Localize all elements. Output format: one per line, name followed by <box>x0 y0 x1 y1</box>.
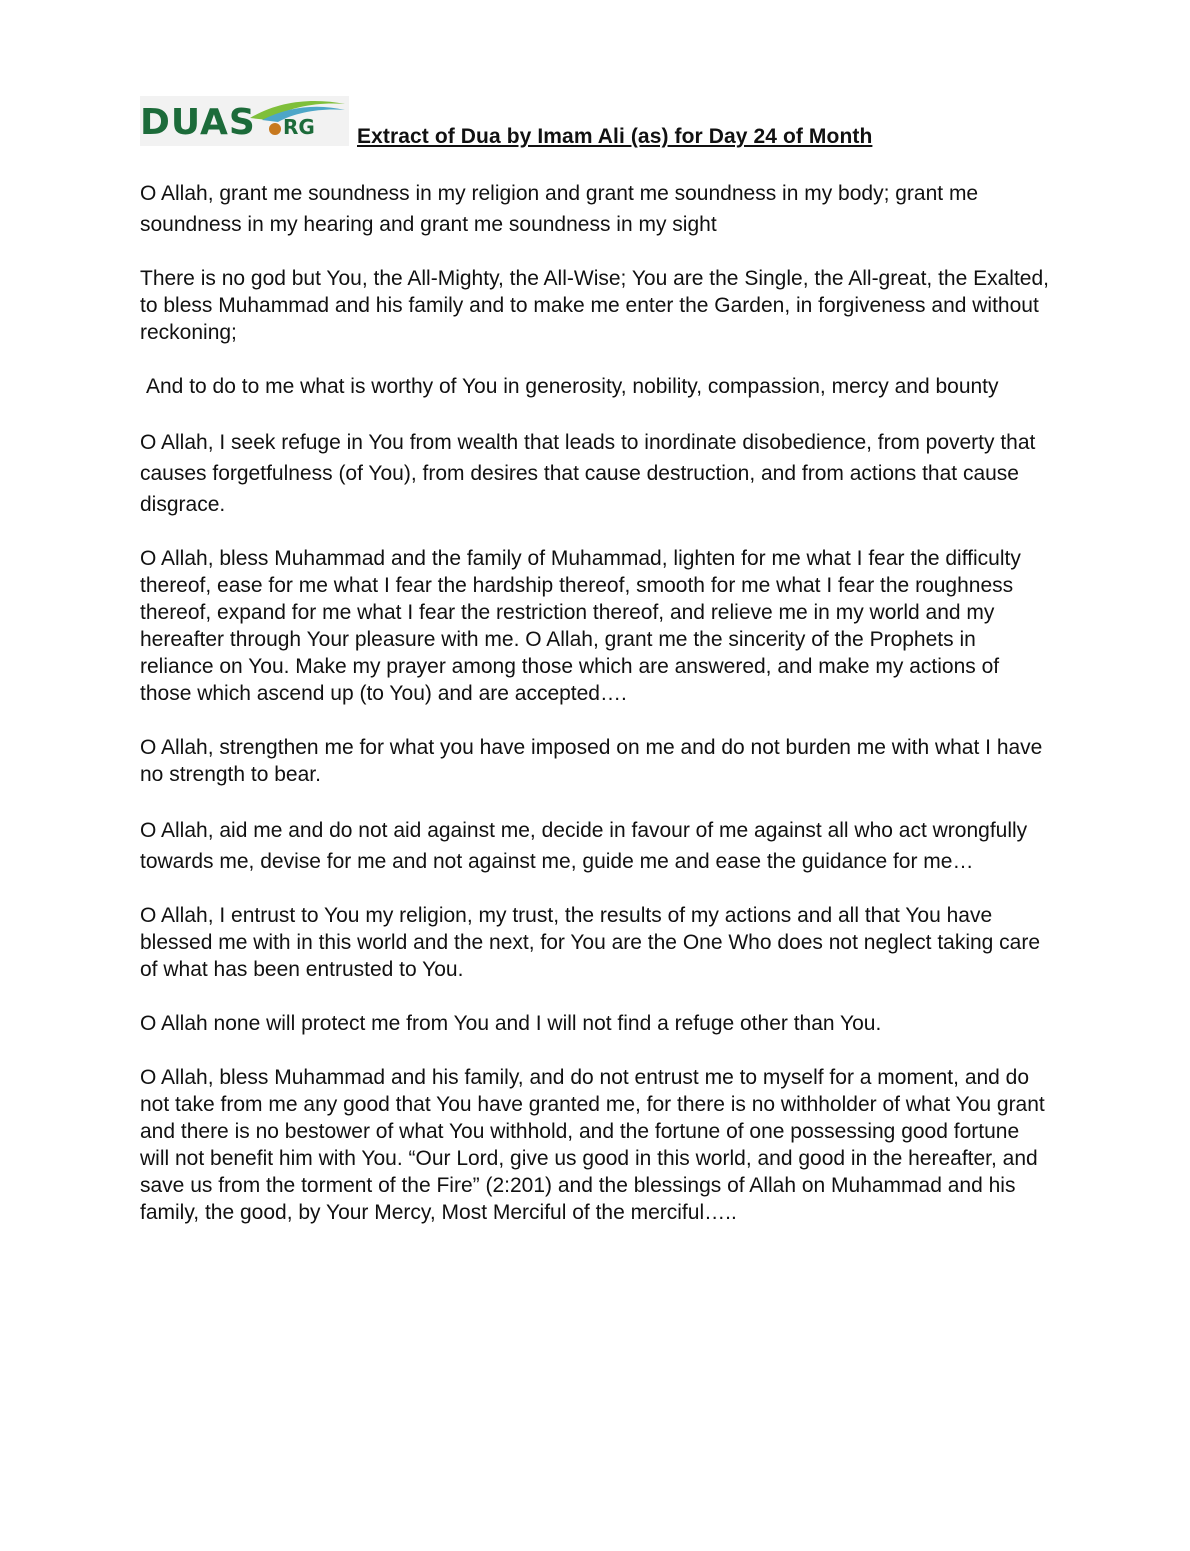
duas-org-logo <box>140 96 349 146</box>
svg-text:DUAS: DUAS <box>140 102 256 143</box>
paragraph: O Allah, bless Muhammad and his family, and do not entrust me to myself for a moment, and do not take from me any good that You have granted me, for there is no withholder of what You grant and there is no bestower of what You withhold, and the fortune of one possessing good fortune will not benefit him with You. “Our Lord, give us good in this world, and good in the hereafter, and save us from the torment of the Fire” (2:201) and the blessings of Allah on Muhammad and his family, the good, by Your Mercy, Most Merciful of the merciful….. <box>140 1066 1045 1224</box>
paragraph: O Allah, strengthen me for what you have imposed on me and do not burden me with what I have no strength to bear. <box>140 736 1043 786</box>
paragraph: O Allah, I seek refuge in You from wealth that leads to inordinate disobedience, from poverty that causes forgetfulness (of You), from desires that cause destruction, and from actions that cause disgrace. <box>140 431 1036 516</box>
paragraph: O Allah none will protect me from You and I will not find a refuge other than You. <box>140 1012 882 1035</box>
logo-graphic <box>140 96 349 146</box>
paragraph: O Allah, grant me soundness in my religion and grant me soundness in my body; grant me soundness in my hearing and grant me soundness in my sight <box>140 182 979 236</box>
svg-text:RG: RG <box>283 115 315 139</box>
document-page <box>140 96 1050 1253</box>
document-header <box>140 96 1050 156</box>
document-body <box>140 178 1050 1226</box>
paragraph: O Allah, I entrust to You my religion, my trust, the results of my actions and all that You have blessed me with in this world and the next, for You are the One Who does not neglect taking care of what has been entrusted to You. <box>140 904 1041 981</box>
paragraph: O Allah, aid me and do not aid against me, decide in favour of me against all who act wrongfully towards me, devise for me and not against me, guide me and ease the guidance for me… <box>140 819 1028 873</box>
document-title: Extract of Dua by Imam Ali (as) for Day 24 of Month <box>357 125 873 148</box>
paragraph: And to do to me what is worthy of You in generosity, nobility, compassion, mercy and bounty <box>146 375 999 398</box>
paragraph: There is no god but You, the All-Mighty, the All-Wise; You are the Single, the All-great, the Exalted, to bless Muhammad and his family and to make me enter the Garden, in forgiveness and without reckoning; <box>140 267 1049 344</box>
paragraph: O Allah, bless Muhammad and the family of Muhammad, lighten for me what I fear the difficulty thereof, ease for me what I fear the hardship thereof, smooth for me what I fear the roughness thereof, expand for me what I fear the restriction thereof, and relieve me in my world and my hereafter through Your pleasure with me. O Allah, grant me the sincerity of the Prophets in reliance on You. Make my prayer among those which are answered, and make my actions of those which ascend up (to You) and are accepted…. <box>140 547 1021 705</box>
